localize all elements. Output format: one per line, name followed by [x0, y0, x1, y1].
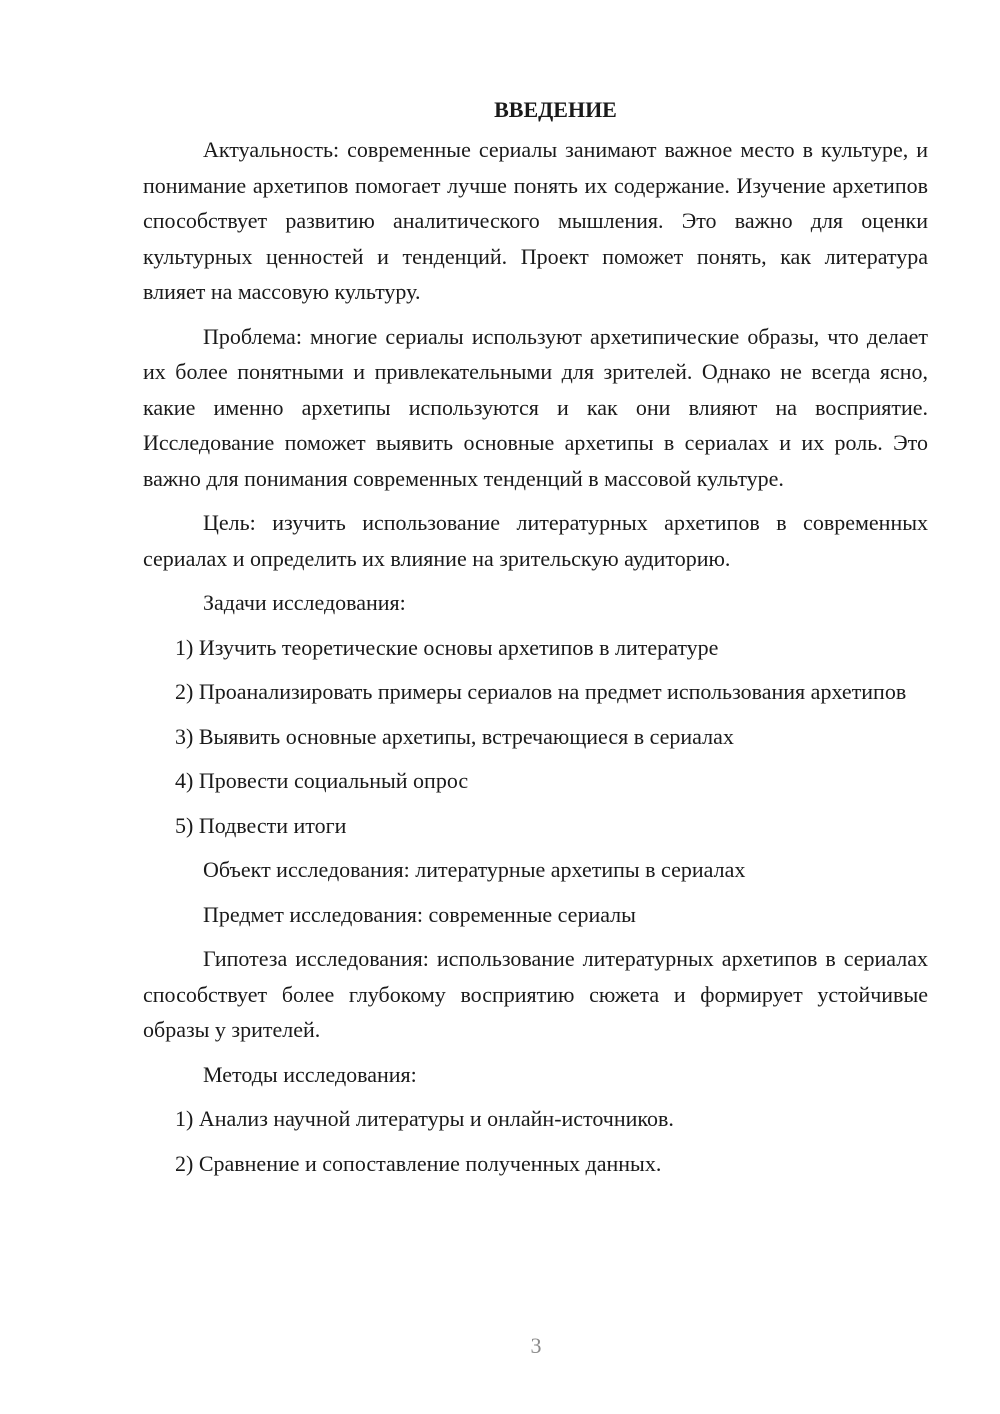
task-item-5: 5) Подвести итоги — [175, 812, 347, 838]
task-item-1: 1) Изучить теоретические основы архетипов в литературе — [175, 634, 719, 660]
relevance-paragraph: Актуальность: современные сериалы занимают важное место в культуре, и понимание архетипов помогает лучше понять их содержание. Изучение архетипов способствует развитию аналитического мышления. Это важно для оценки культурных ценностей и тенденций. Проект поможет понять, как литература влияет на массовую культуру. — [143, 137, 928, 304]
task-item-4: 4) Провести социальный опрос — [175, 768, 469, 793]
object-paragraph: Объект исследования: литературные архетипы в сериалах — [203, 857, 746, 882]
method-item-2: 2) Сравнение и сопоставление полученных данных. — [175, 1150, 662, 1176]
tasks-heading: Задачи исследования: — [203, 590, 406, 615]
goal-paragraph: Цель: изучить использование литературных архетипов в современных сериалах и определить их влияние на зрительскую аудиторию. — [143, 510, 928, 571]
task-item-3: 3) Выявить основные архетипы, встречающиеся в сериалах — [175, 723, 734, 749]
hypothesis-paragraph: Гипотеза исследования: использование литературных архетипов в сериалах способствует более глубокому восприятию сюжета и формирует устойчивые образы у зрителей. — [143, 946, 928, 1042]
page-content — [143, 92, 928, 1190]
method-item-1: 1) Анализ научной литературы и онлайн-источников. — [175, 1106, 674, 1131]
section-title: ВВЕДЕНИЕ — [494, 97, 617, 122]
task-item-2: 2) Проанализировать примеры сериалов на предмет использования архетипов — [175, 679, 907, 704]
methods-heading: Методы исследования: — [203, 1061, 417, 1087]
problem-paragraph: Проблема: многие сериалы используют архетипические образы, что делает их более понятными и привлекательными для зрителей. Однако не всегда ясно, какие именно архетипы используются и как они влияют на восприятие. Исследование поможет выявить основные архетипы в сериалах и их роль. Это важно для понимания современных тенденций в массовой культуре. — [143, 323, 928, 491]
subject-paragraph: Предмет исследования: современные сериалы — [203, 901, 636, 927]
page-number: 3 — [530, 1333, 542, 1358]
